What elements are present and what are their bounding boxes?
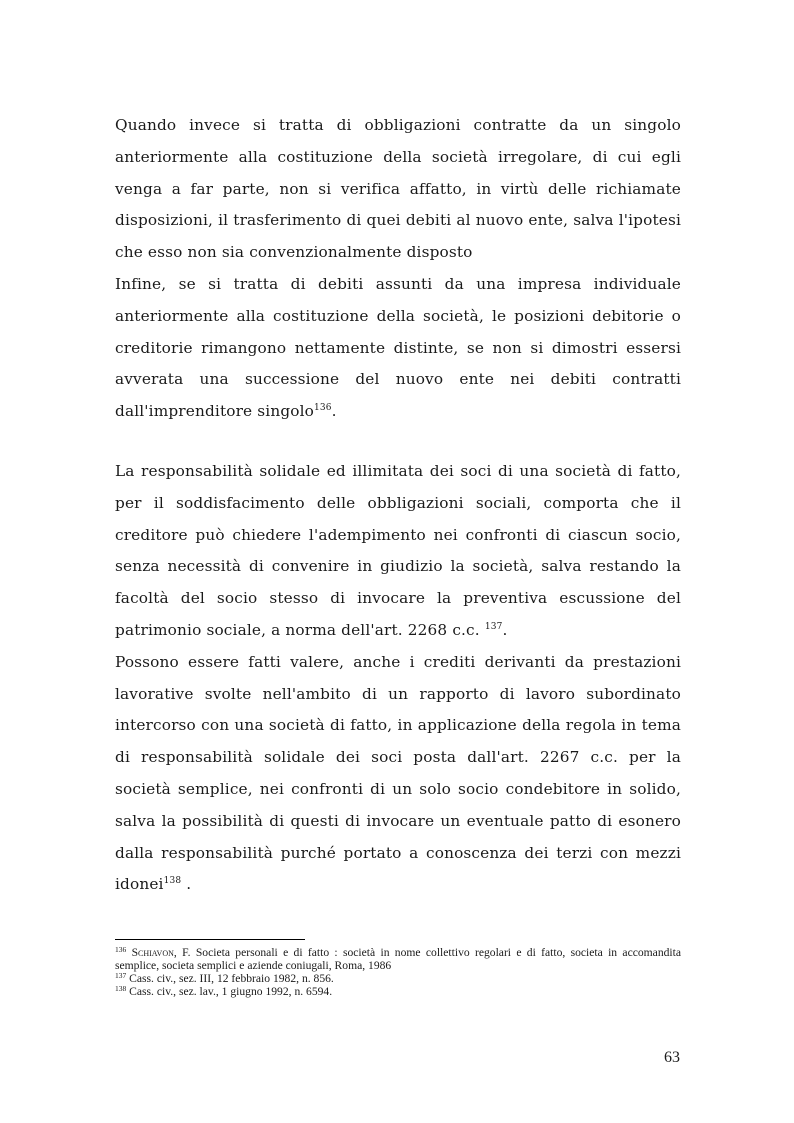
paragraph-2-tail: . — [331, 402, 337, 421]
paragraph-2-text: Infine, se si tratta di debiti assunti da una impresa individuale anteriormente alla costituzione della società, le posizioni debitorie o creditorie rimangono nettamente distinte, se non si dimostri essersi avverata una successione del nuovo ente nei debiti contratti dall'imprenditore singolo — [115, 274, 681, 421]
footnote-text: , F. Societa personali e di fatto : società in nome collettivo regolari e di fatto, societa in accomandita semplice, societa semplici e aziende coniugali, Roma, 1986 — [115, 946, 682, 972]
footnote-text: Cass. civ., sez. lav., 1 giugno 1992, n. 6594. — [129, 985, 333, 998]
paragraph-3 — [115, 456, 681, 647]
footnote-136 — [115, 946, 681, 972]
page-number: 63 — [664, 1049, 680, 1066]
footnote-ref-138[interactable]: 138 — [163, 876, 182, 887]
paragraph-4-text: Possono essere fatti valere, anche i crediti derivanti da prestazioni lavorative svolte nell'ambito di un rapporto di lavoro subordinato intercorso con una società di fatto, in applicazione della regola in tema di responsabilità solidale dei soci posta dall'art. 2267 c.c. per la società semplice, nei confronti di un solo socio condebitore in solido, salva la possibilità di questi di invocare un eventuale patto di esonero dalla responsabilità purché portato a conoscenza dei terzi con mezzi idonei — [115, 652, 681, 894]
footnote-author: Schiavon — [131, 946, 174, 959]
paragraph-4 — [115, 647, 681, 901]
paragraph-2 — [115, 269, 681, 428]
footnote-text: Cass. civ., sez. III, 12 febbraio 1982, n. 856. — [129, 972, 334, 985]
footnote-ref-136[interactable]: 136 — [314, 403, 332, 414]
paragraph-3-tail: . — [502, 620, 508, 639]
footnote-separator — [115, 939, 305, 940]
paragraph-3-text: La responsabilità solidale ed illimitata dei soci di una società di fatto, per il soddisfacimento delle obbligazioni sociali, comporta che il creditore può chiedere l'adempimento nei confronti di ciascun socio, senza necessità di convenire in giudizio la società, salva restando la facoltà del socio stesso di invocare la preventiva escussione del patrimonio sociale, a norma dell'art. 2268 c.c. — [115, 461, 681, 639]
footnote-number: 136 — [115, 945, 127, 954]
footnote-number: 137 — [115, 971, 127, 980]
footnote-ref-137[interactable]: 137 — [484, 621, 503, 632]
page-body — [115, 110, 681, 901]
paragraph-1-text: Quando invece si tratta di obbligazioni contratte da un singolo anteriormente alla costituzione della società irregolare, di cui egli venga a far parte, non si verifica affatto, in virtù delle richiamate disposizioni, il trasferimento di quei debiti al nuovo ente, salva l'ipotesi che esso non sia convenzionalmente disposto — [115, 116, 681, 262]
footnotes — [115, 946, 681, 998]
paragraph-1 — [115, 110, 681, 269]
footnote-137 — [115, 972, 681, 985]
footnote-138 — [115, 985, 681, 998]
paragraph-4-tail: . — [181, 875, 192, 894]
footnote-number: 138 — [115, 984, 127, 993]
